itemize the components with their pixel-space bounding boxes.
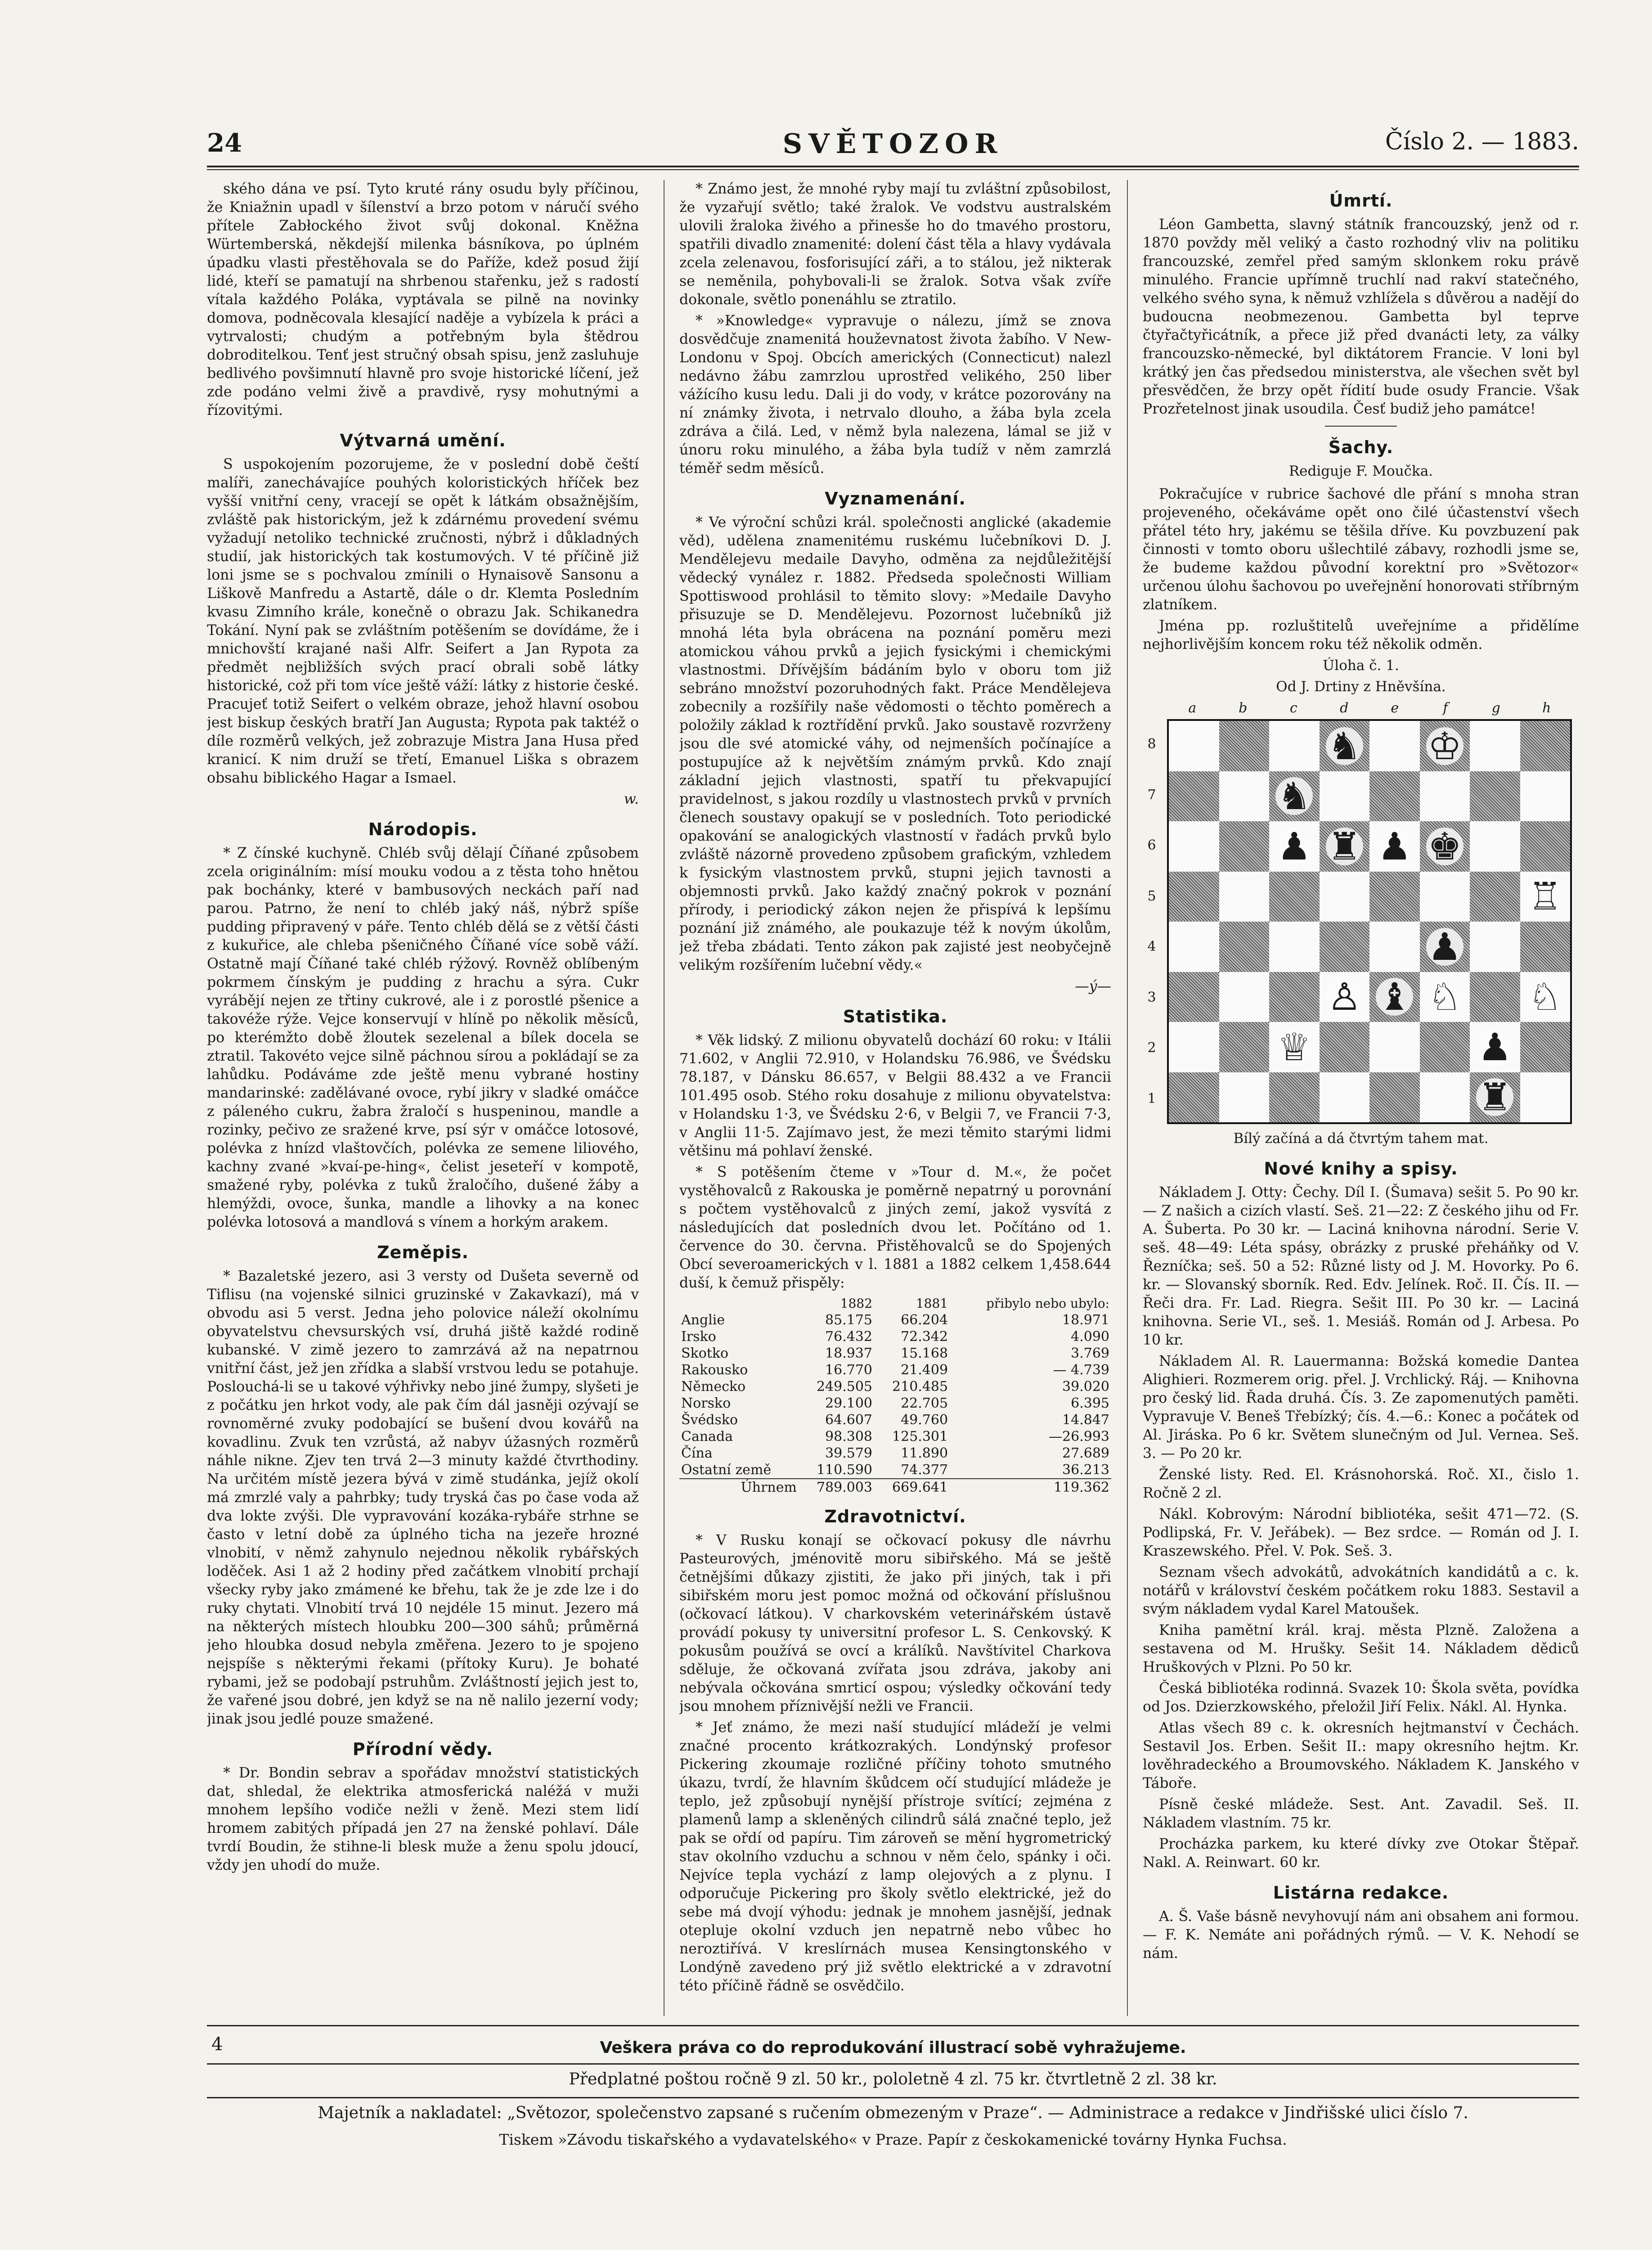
file-label: h (1542, 700, 1551, 716)
board-file-labels (1167, 699, 1572, 717)
board-square (1369, 872, 1420, 922)
rank-label: 8 (1147, 736, 1156, 752)
section-subtitle: Rediguje F. Moučka. (1288, 463, 1433, 479)
paragraph: * V Rusku konají se očkovací pokusy dle návrhu Pasteurových, jménovitě moru sibiřského. Má se ještě četnějšími důkazy zjistiti, že jako při jiných, tak i při sibiřském moru jest pomoc možná od očkování příslušnou (očkovací látkou). V charkovském veterinářském ústavě provádí pokusy ty universitní profesor L. S. Cenkovský. K pokusům používá se ovcí a králíků. Navštívitel Charkova sděluje, že očkovaná zvířata jsou zdráva, jakoby ani nebývala očkována smrticí ospou; výsledky očkování tedy jsou mnohem příznivější nežli ve Francii. (679, 1532, 1111, 1714)
board-square (1470, 771, 1520, 822)
table-cell: 789.003 (816, 1480, 873, 1495)
table-cell: Rakousko (681, 1362, 748, 1378)
board-square (1420, 972, 1470, 1022)
board-square (1269, 972, 1320, 1022)
table-cell: 66.204 (901, 1312, 948, 1328)
board-square (1219, 821, 1270, 872)
table-row (679, 1312, 1111, 1328)
board-square (1369, 1072, 1420, 1123)
chess-diagram (1143, 719, 1579, 1142)
table-cell: Ostatní země (681, 1462, 772, 1478)
table-row (679, 1395, 1111, 1412)
section-title: Statistika. (843, 1007, 948, 1026)
board-square (1219, 721, 1270, 771)
board-square (1269, 1072, 1320, 1123)
file-label: d (1340, 700, 1349, 716)
paragraph: Jména pp. rozluštitelů uveřejníme a přidělíme nejhorlivějším koncem roku též několik odměn. (1143, 618, 1579, 652)
table-cell: 39.020 (1062, 1379, 1109, 1395)
board-square (1269, 1022, 1320, 1072)
section-title: Přírodní vědy. (352, 1739, 494, 1759)
header-rule (207, 166, 1579, 170)
table-cell: Canada (681, 1429, 733, 1444)
chess-problem-author: Od J. Drtiny z Hněvšína. (1276, 679, 1446, 695)
board-square (1320, 821, 1370, 872)
board-square (1169, 771, 1219, 822)
board-square (1520, 972, 1571, 1022)
rank-label: 4 (1147, 939, 1156, 954)
table-header-cell: 1882 (840, 1296, 873, 1311)
rank-label: 7 (1147, 787, 1156, 803)
section-title: Vyznamenání. (825, 489, 966, 508)
paragraph: Seznam všech advokátů, advokátních kandidátů a c. k. notářů v království českém počátkem roku 1883. Sestavil a svým nákladem vydal Karel Matoušek. (1143, 1564, 1579, 1617)
black-pawn-icon: ♟ (1476, 1028, 1513, 1066)
column-divider (1127, 180, 1128, 2016)
board-rank-labels (1143, 719, 1161, 1124)
margin-mark: 4 (211, 2034, 223, 2055)
table-cell: 18.971 (1062, 1312, 1109, 1328)
rank-label: 5 (1147, 888, 1156, 904)
board-square (1420, 1072, 1470, 1123)
board-square (1169, 922, 1219, 972)
paragraph: * Věk lidský. Z milionu obyvatelů dochází 60 roku: v Itálii 71.602, v Anglii 72.910, v Holandsku 76.986, ve Švédsku 78.187, v Dánsku 86.657, v Belgii 88.432 a ve Francii 101.495 osob. Stého roku dosahuje z milionu obyvatelstva: v Holandsku 1·3, ve Švédsku 2·6, v Belgii 7, ve Francii 7·3, v Anglii 11·5. Zajímavo jest, že mezi těmito starými lidmi většinu má pohlaví ženské. (679, 1032, 1111, 1159)
board-square (1169, 1022, 1219, 1072)
table-cell: 27.689 (1062, 1445, 1109, 1461)
paragraph: * Bazaletské jezero, asi 3 versty od Dušeta severně od Tiflisu (na vojenské silnici gruzinské v Zakavkazí), má v obvodu asi 5 verst. Jedna jeho polovice náleží okolnímu obyvatelstvu chevsurských vsí, druhá jiště každé rodině kubanské. V zimě jezero to zamrzává až na nepatrnou vnitřní část, jež jen zřídka a slabší vrstvou ledu se potahuje. Poslouchá-li se u takové výhřivky nebo jiné žumpy, slyšeti je z počátku jen hrkot vody, ale pak čím dál jasněji ozývají se rovnoměrné zvuky podobající se bušení dvou kovářů na kovadlinu. Zvuk ten vzrůstá, až nabyv úžasných rozměrů náhle nikne. Zjev ten trvá 2—3 minuty každé čtvrthodiny. Na určitém místě jezera bývá v zimě studánka, jejíž okolí má zmrzlé valy a pahrbky; tudy tryská čas po čase voda až dva lokte zvýši. Dle vypravování kozáka-rybáře strhne se často v letní době za úplného ticha na jezeře hrozné vlnobití, v němž zahynulo nejednou několik rybářských loděček. Asi 1 až 2 hodiny před začátkem vlnobití prchají všecky ryby jako zmámené ke břehu, tak že je zde lze i do ruky chytati. Vlnobití trvá 10 nejdéle 15 minut. Jezero má na některých místech hloubku 200—300 sáhů; průměrná jeho hloubka dosud nebyla změřena. Jezero to je spojeno nejspíše s některými řekami (přítoky Kuru). Je bohaté rybami, jež se podobají pstruhům. Zvláštností jejich jest to, že vařené jsou dobré, jen když se na ně nalilo jezerní vody; jinak jsou jedlé pouze smažené. (207, 1268, 639, 1727)
table-header-cell (679, 1295, 799, 1312)
table-cell: 3.769 (1071, 1346, 1109, 1361)
board-square (1420, 922, 1470, 972)
table-cell: Německo (681, 1379, 746, 1395)
paragraph: Ženské listy. Red. El. Krásnohorská. Roč. XI., čislo 1. Ročně 2 zl. (1143, 1467, 1579, 1501)
board-square (1219, 771, 1270, 822)
board-square (1470, 1072, 1520, 1123)
paragraph: * Jeť známo, že mezi naší studující mládeží je velmi značné procento krátkozrakých. Londýnský profesor Pickering zkoumaje rozličné příčiny tohoto smutného úkazu, tvrdí, že hlavním škůdcem očí studující mládeže je teplo, jež způsobují nynější přístroje svítící; zejména z plamenů lamp a skleněných cilindrů sálá značné teplo, jež pak se ořdí od papíru. Tim zároveň se mění hygrometrický stav okolního vzduchu a schnou v něm čelo, spánky i oči. Nejvíce tepla vychází z lamp olejových a z plynu. I odporučuje Pickering pro školy světlo elektrické, jež do sebe má dvojí výhodu: jednak je mnohem jasnější, jednak otepluje okolní vzduch jen nepatrně nebo vůbec ho neroztiřívá. V kreslírnách musea Kensingtonského v Londýně zavedeno prý již světlo elektrické a v zdravotní této příčině řádně se osvědčilo. (679, 1719, 1111, 1994)
table-cell: 6.395 (1071, 1395, 1109, 1411)
board-square (1420, 872, 1470, 922)
table-cell: — 4.739 (1053, 1362, 1109, 1378)
board-square (1219, 872, 1270, 922)
table-row (679, 1378, 1111, 1395)
subscription-price: Předplatné poštou ročně 9 zl. 50 kr., pololetně 4 zl. 75 kr. čtvrtletně 2 zl. 38 kr. (569, 2070, 1217, 2088)
table-cell: 11.890 (901, 1445, 948, 1461)
table-cell: —26.993 (1049, 1429, 1109, 1444)
white-pawn-icon: ♙ (1326, 978, 1363, 1016)
table-cell: 210.485 (892, 1379, 948, 1395)
board-square (1470, 721, 1520, 771)
paragraph: * Dr. Bondin sebrav a spořádav množství statistických dat, shledal, že elektrika atmosferická naléžá v muži mnohem lepšího vodiče nežli v ženě. Mezi stem lidí hromem zabitých případá jen 27 na ženské pohlaví. Dále tvrdí Boudin, že stihne-li blesk muže a ženu spolu jdoucí, vždy jen uhodí do muže. (207, 1765, 639, 1873)
emigration-table (679, 1295, 1111, 1496)
paragraph: Česká bibliotéka rodinná. Svazek 10: Škola světa, povídka od Jos. Dzierzkowského, přeložil Jiří Felix. Nákl. Al. Hynka. (1143, 1680, 1579, 1715)
chess-problem-title: Úloha č. 1. (1323, 657, 1399, 674)
board-square (1520, 771, 1571, 822)
table-cell: Irsko (681, 1329, 716, 1345)
section-title: Nové knihy a spisy. (1264, 1159, 1458, 1179)
file-label: f (1443, 700, 1448, 716)
board-square (1369, 771, 1420, 822)
file-label: g (1491, 700, 1500, 716)
paragraph: Léon Gambetta, slavný státník francouzský, jenž od r. 1870 povždy měl veliký a často rozhodný vliv na politiku francouzské, zemřel před samým sklonkem roku právě minulého. Francie upřímně truchlí nad rakví statečného, velkého svého syna, k němuž vzhlížela s důvěrou a nadějí do budoucna neobmezenou. Gambetta byl teprve čtyřačtyřicátník, a přece již před dvanácti lety, za války francouzsko-německé, byl diktátorem Francie. V loni byl krátký jen čas předsedou ministerstva, ale všechen svět byl přesvědčen, že brzy opět řídití bude osudy Francie. Však Prozřetelnost jinak usoudila. Česť budiž jeho památce! (1143, 216, 1579, 417)
black-knight-icon: ♞ (1275, 777, 1313, 815)
masthead-title: SVĚTOZOR (782, 128, 1004, 160)
file-label: e (1391, 700, 1399, 716)
paragraph: Nákladem J. Otty: Čechy. Díl I. (Šumava) sešit 5. Po 90 kr. — Z našich a cizích vlastí. Seš. 21—22: Z českého jihu od Fr. A. Šuberta. Po 30 kr. — Laciná knihovna národní. Serie V. seš. 48—49: Léta spásy, obrázky z pruské přeháňky od V. Řezníčka; seš. 50 a 52: Různé listy od J. M. Hovorky. Po 6. kr. — Slovanský sborník. Red. Edv. Jelínek. Roč. II. Čís. II. — Řeči dra. Fr. Lad. Riegra. Sešit III. Po 30 kr. — Laciná knihovna. Serie VI., seš. 1. Mesiáš. Román od J. Arbesa. Po 10 kr. (1143, 1184, 1579, 1348)
section-title: Úmrtí. (1329, 191, 1393, 211)
board-square (1520, 821, 1571, 872)
board-square (1470, 1022, 1520, 1072)
board-square (1470, 922, 1520, 972)
footer-rule (207, 2097, 1579, 2098)
table-row (679, 1462, 1111, 1479)
paragraph: Písně české mládeže. Sest. Ant. Zavadil. Seš. II. Nákladem vlastním. 75 kr. (1143, 1796, 1579, 1831)
white-knight-icon: ♘ (1426, 978, 1463, 1016)
page-header (207, 128, 1579, 169)
table-cell: 85.175 (825, 1312, 873, 1328)
table-header-cell: přibylo nebo ubylo: (986, 1296, 1109, 1311)
table-cell: Norsko (681, 1395, 731, 1411)
page-number: 24 (207, 128, 242, 158)
table-cell: 16.770 (825, 1362, 873, 1378)
board-square (1470, 972, 1520, 1022)
section-title: Listárna redakce. (1273, 1883, 1449, 1903)
board-square (1269, 771, 1320, 822)
white-knight-icon: ♘ (1526, 978, 1564, 1016)
board-square (1320, 721, 1370, 771)
chess-board (1167, 719, 1572, 1124)
paragraph: A. Š. Vaše básně nevyhovují nám ani obsahem ani formou. — F. K. Nemáte ani pořádných rýmů. — V. K. Nehodí se nám. (1143, 1908, 1579, 1962)
board-square (1269, 721, 1320, 771)
black-pawn-icon: ♟ (1376, 828, 1413, 865)
table-row (679, 1362, 1111, 1378)
chess-caption: Bílý začíná a dá čtvrtým tahem mat. (1233, 1130, 1489, 1147)
board-square (1369, 922, 1420, 972)
board-square (1169, 821, 1219, 872)
footer-rule (207, 2025, 1579, 2026)
table-cell: 4.090 (1071, 1329, 1109, 1345)
paragraph: ského dána ve psí. Tyto kruté rány osudu byly příčinou, že Kniažnin upadl v šílenství a brzo potom v náručí svého přítele Zabłockého život svůj dokonal. Kněžna Würtemberská, někdejší milenka básníkova, po úplném úpadku vlasti přestěhovala se do Paříže, kdež posud žijí lidé, kteří se pamatují na shrbenou stařenku, jež s radostí vítala každého Poláka, vyptávala se pilně na novinky domova, podněcovala klesající naděje a vybízela k práci a vytrvalosti; chudým a potřebným byla štědrou dobroditelkou. Tenť jest stručný obsah spisu, jenž zasluhuje bedlivého povšimnutí hlavně pro svoje historické líčení, jež zde podáno velmi živě a pravdivě, rysy mohutnými a řízovitými. (207, 181, 639, 418)
printer-line: Tiskem »Závodu tiskařského a vydavatelského« v Praze. Papír z českokamenické továrny Hynka Fuchsa. (499, 2131, 1287, 2148)
table-cell: 18.937 (825, 1346, 873, 1361)
board-square (1269, 872, 1320, 922)
board-square (1369, 1022, 1420, 1072)
table-cell: 39.579 (825, 1445, 873, 1461)
board-square (1369, 821, 1420, 872)
board-square (1269, 821, 1320, 872)
black-knight-icon: ♞ (1326, 727, 1363, 765)
table-cell: Skotko (681, 1346, 729, 1361)
board-square (1520, 1022, 1571, 1072)
column-1 (207, 180, 639, 2016)
board-square (1269, 922, 1320, 972)
paragraph: Kniha pamětní král. kraj. města Plzně. Založena a sestavena od M. Hrušky. Sešit 14. Nákladem dědiců Hruškových v Plzni. Po 50 kr. (1143, 1622, 1579, 1675)
table-row (679, 1412, 1111, 1428)
table-cell: 74.377 (901, 1462, 948, 1478)
file-label: c (1289, 700, 1297, 716)
table-cell: 98.308 (825, 1429, 873, 1444)
paragraph: Nákladem Al. R. Lauermanna: Božská komedie Dantea Alighieri. Rozmerem orig. přel. J. Vrchlický. Ráj. — Knihovna pro český lid. Řada druhá. Čís. 3. Ze zapomenutých paměti. Vypravuje V. Beneš Třebízký; čís. 4.—6.: Konec a počátek od Al. Jiráska. Po 6 kr. Světem slunečným od Jul. Vernea. Seš. 3. — Po 20 kr. (1143, 1353, 1579, 1462)
paragraph: * »Knowledge« vypravuje o nálezu, jímž se znova dosvědčuje znamenitá houževnatost života žabího. V New-Londonu v Spoj. Obcích amerických (Connecticut) nalezl nedávno žábu zamrzlou uprostřed velikého, 250 liber vážícího kusu ledu. Dali ji do vody, v krátce pozorovány na ní známky života, i netrvalo dlouho, a žába byla zcela zdráva a čilá. Led, v němž byla nalezena, lámal se již v únoru roku minulého, a žába byla tudíž v něm zamrzlá téměř sedm měsíců. (679, 313, 1111, 477)
board-square (1169, 1072, 1219, 1123)
board-square (1520, 1072, 1571, 1123)
board-square (1219, 1022, 1270, 1072)
board-square (1369, 721, 1420, 771)
table-total-row (679, 1479, 1111, 1496)
board-square (1320, 1022, 1370, 1072)
black-pawn-icon: ♟ (1426, 928, 1463, 966)
paragraph: * S potěšením čteme v »Tour d. M.«, že počet vystěhovalců z Rakouska je poměrně nepatrný u porovnání s počtem vystěhovalců z jiných zemí, jakož vysvítá z následujících dat posledních dvou let. Počítáno od 1. července do 30. června. Přistěhovalců se do Spojených Obcí severoamerických v l. 1881 a 1882 celkem 1,458.644 duší, k čemuž přispěly: (679, 1164, 1111, 1291)
table-header-cell: 1881 (916, 1296, 948, 1311)
board-square (1320, 872, 1370, 922)
paragraph: S uspokojením pozorujeme, že v poslední době čeští malíři, zanechávajíce pouhých koloristických hříček bez vyšší vnitřní ceny, vracejí se opět k látkám obsažnějším, zvláště pak historickým, jež k zdárnému provedení svému vyžadují netoliko technické zručnosti, nýbrž i důkladných studií, jak historických tak kostumových. V té příčině již loni jsme se s pochvalou zmínili o Hynaisově Sansonu a Liškově Manfredu a Astartě, dále o dr. Klemta Posledním kvasu Zimního krále, konečně o obrazu Jak. Schikanedra Tokání. Nyní pak se zvláštním potěšením se dovídáme, že i mnichovští krajané naši Alfr. Seifert a Jan Rypota za předmět nejbližších svých prací obrali sobě látky historické, což při tom více ještě váží: látky z historie české. Pracujeť totiž Seifert o velkém obraze, jehož hlavní osobou jest biskup českých bratří Jan Augusta; Rypota pak taktéž o díle rozměrů velkých, jež zobrazuje Mistra Jana Husa před kranicí. K nim druží se třetí, Emanuel Liška s obrazem obsahu biblického Hagar a Ismael. (207, 456, 639, 786)
table-cell: Úhrnem (741, 1480, 797, 1495)
table-cell: 125.301 (892, 1429, 948, 1444)
board-square (1169, 721, 1219, 771)
table-cell: 15.168 (901, 1346, 948, 1361)
rank-label: 6 (1147, 837, 1156, 853)
table-cell: 76.432 (825, 1329, 873, 1345)
table-cell: Čína (681, 1445, 713, 1461)
table-row (679, 1428, 1111, 1445)
column-2 (679, 180, 1111, 2016)
signature: —ý— (1075, 978, 1111, 994)
footer-rule (207, 2063, 1579, 2065)
table-cell: 29.100 (825, 1395, 873, 1411)
board-square (1420, 721, 1470, 771)
board-square (1320, 972, 1370, 1022)
file-label: b (1239, 700, 1248, 716)
black-bishop-icon: ♝ (1376, 978, 1413, 1016)
white-king-icon: ♔ (1426, 727, 1463, 765)
board-square (1470, 821, 1520, 872)
board-square (1169, 872, 1219, 922)
board-square (1320, 1072, 1370, 1123)
table-cell: 14.847 (1062, 1412, 1109, 1428)
black-pawn-icon: ♟ (1275, 828, 1313, 865)
rank-label: 2 (1147, 1040, 1156, 1056)
board-square (1320, 771, 1370, 822)
table-cell: 22.705 (901, 1395, 948, 1411)
rank-label: 3 (1147, 989, 1156, 1005)
section-title: Šachy. (1328, 437, 1394, 457)
board-square (1219, 972, 1270, 1022)
section-title: Výtvarná umění. (340, 431, 506, 450)
board-square (1520, 922, 1571, 972)
black-rook-icon: ♜ (1476, 1078, 1513, 1116)
table-cell: 72.342 (901, 1329, 948, 1345)
board-square (1369, 972, 1420, 1022)
white-queen-icon: ♕ (1275, 1028, 1313, 1066)
black-rook-icon: ♜ (1326, 828, 1363, 865)
section-title: Zeměpis. (377, 1242, 469, 1262)
board-square (1420, 821, 1470, 872)
table-cell: 49.760 (901, 1412, 948, 1428)
board-square (1520, 721, 1571, 771)
table-cell: 249.505 (816, 1379, 873, 1395)
table-row (679, 1445, 1111, 1462)
section-title: Národopis. (368, 819, 478, 839)
paragraph: * Z čínské kuchyně. Chléb svůj dělají Číňané způsobem zcela originálním: mísí mouku vodou a z těsta toho hnětou pak bochánky, které v bambusových neckách paří nad parou. Patrno, že není to chléb jaký náš, nýbrž spíše pudding připravený v páře. Tento chléb dělá se z větší části z kukuřice, ale chleba pšeničného Číňané více sobě váží. Ostatně mají Číňané také chléb rýžový. Rovněž oblíbeným pokrmem čínským je pudding z hrachu a sýra. Cukr vyrábějí nejen ze třtiny cukrové, ale i z porostlé pšenice a takovéže rýže. Vejce konservují v hlíně po několik měsíců, po kterémžto době žloutek sezelenal a bílek docela se ztratil. Takovéto vejce silně páchnou sírou a pokládají se za lahůdku. Podáváme zde ještě menu vybrané hostiny mandarinské: zadělávané ovoce, rybí jikry v sladké omáčce z páleného cukru, žabra žraločí s huspeninou, mandle a rozinky, pečivo ze sražené krve, psí sýr v omáčce lotosové, polévka z hnízd vlaštovčích, polévka ze semene liliového, kachny zvané »kvaí-pe-hing«, čelist jeseteří v kompotě, smažené ryby, polévka z tuků žraločího, dušené žáby a hlemýždi, ovoce, šunka, mandle a lihovky a na konec polévka lotosová a mandlová s vínem a horkým arakem. (207, 845, 639, 1230)
board-square (1219, 1072, 1270, 1123)
paragraph: Pokračujíce v rubrice šachové dle přání s mnoha stran projeveného, očekáváme opět ono čilé účastenství všech přátel této hry, jakému se těšila dříve. Ku povzbuzení pak činnosti v tomto oboru ušlechtilé zábavy, rozhodli jsme se, že budeme každou původní korektní pro »Světozor« určenou úlohu šachovou po uveřejnění honorovati stříbrným zlatníkem. (1143, 486, 1579, 613)
paragraph: * Známo jest, že mnohé ryby mají tu zvláštní způsobilost, že vyzařují světlo; také žralok. Ve vodstvu australském ulovili žraloka živého a přinesše ho do tmavého prostoru, spatřili divadlo znamenité: dolení část těla a hlavy vydávala zcela zelenavou, fosforisující záři, a to stálou, jež nikterak se neměnila, pohybovali-li se žralok. Sotva však zvíře dokonale, světlo ponenáhlu se ztratilo. (679, 181, 1111, 308)
board-square (1420, 1022, 1470, 1072)
board-square (1320, 922, 1370, 972)
file-label: a (1188, 700, 1197, 716)
signature: w. (624, 791, 639, 807)
board-square (1169, 972, 1219, 1022)
table-cell: 21.409 (901, 1362, 948, 1378)
paragraph: Atlas všech 89 c. k. okresních hejtmanství v Čechách. Sestavil Jos. Erben. Sešit II.: mapy okresního hejtm. Kr. lověhradeckého a Broumovského. Nákladem K. Janského v Táboře. (1143, 1720, 1579, 1791)
rank-label: 1 (1147, 1090, 1156, 1107)
black-king-icon: ♚ (1426, 828, 1463, 865)
board-square (1520, 872, 1571, 922)
paragraph: * Ve výroční schůzi král. společnosti anglické (akademie věd), udělena znamenitému ruskému lučebníkovi D. J. Mendělejevu medaile Davyho, odměna za nejdůležitější vědecký vynález r. 1882. Předseda společnosti William Spottiswood prohlásil to těmito slovy: »Medaile Davyho přisuzuje se D. Mendělejevu. Pozornost lučebníků již mnohá léta byla obrácena na poznání poměru mezi atomickou váhou prvků a jejich fysickými i chemickými vlastnostmi. Dřívějším bádáním bylo v oboru tom již sebráno množství pozoruhodných fakt. Práce Mendělejeva zobecnily a rozšířily naše vědomosti o těchto poměrech a položily základ k roztřídění prvků. Jako soustavě rozvrženy jsou dle své atomické váhy, od nejmenších počínajíce a postupujíce až k největším známým prvků. Kdo znají základní jejich vlastnosti, spatří tu překvapující pravidelnost, s jakou rozdíly u vlastnostech prvků v prvních členech soustavy opakují se v posledních. Toto periodické opakování se analogických vlastností v řadách prvků bylo zvláště názorně provedeno způsobem grafickým, vzhledem k fysickým vlastnostem prvků, stupni jejich tavnosti a objemnosti prvků. Jako každý značný pokrok v poznání přírody, i periodický zákon nejen že přispívá k lepšímu poznání již známého, ale poukazuje též k novým úkolům, jež třeba zbádati. Tento zákon pak zajisté jest neobyčejně velikým rozšířením lučební vědy.« (679, 514, 1111, 973)
issue-label: Číslo 2. — 1883. (1385, 128, 1579, 155)
white-rook-icon: ♖ (1526, 878, 1564, 915)
table-cell: 64.607 (825, 1412, 873, 1428)
table-row (679, 1345, 1111, 1362)
board-square (1219, 922, 1270, 972)
table-cell: 110.590 (816, 1462, 873, 1478)
table-cell: 119.362 (1053, 1480, 1109, 1495)
column-3 (1143, 180, 1579, 2016)
table-cell: 669.641 (892, 1480, 948, 1495)
divider (1325, 426, 1397, 427)
publisher-line: Majetník a nakladatel: „Světozor, společenstvo zapsané s ručením obmezeným v Praze“. — Administrace a redakce v Jindřišské ulici číslo 7. (318, 2104, 1468, 2122)
board-square (1470, 872, 1520, 922)
table-cell: Anglie (681, 1312, 725, 1328)
table-row (679, 1328, 1111, 1345)
table-cell: Švédsko (681, 1412, 738, 1428)
paragraph: Procházka parkem, ku které dívky zve Otokar Štěpař. Nakl. A. Reinwart. 60 kr. (1143, 1836, 1579, 1871)
paragraph: Nákl. Kobrovým: Národní bibliotéka, sešit 471—72. (S. Podlipská, Fr. V. Jeřábek). — Bez srdce. — Román od J. I. Kraszewského. Přel. V. Pok. Seš. 3. (1143, 1506, 1579, 1559)
rights-notice: Veškera práva co do reprodukování illustrací sobě vyhražujeme. (600, 2038, 1186, 2057)
board-square (1420, 771, 1470, 822)
section-title: Zdravotnictví. (824, 1507, 966, 1526)
table-cell: 36.213 (1062, 1462, 1109, 1478)
